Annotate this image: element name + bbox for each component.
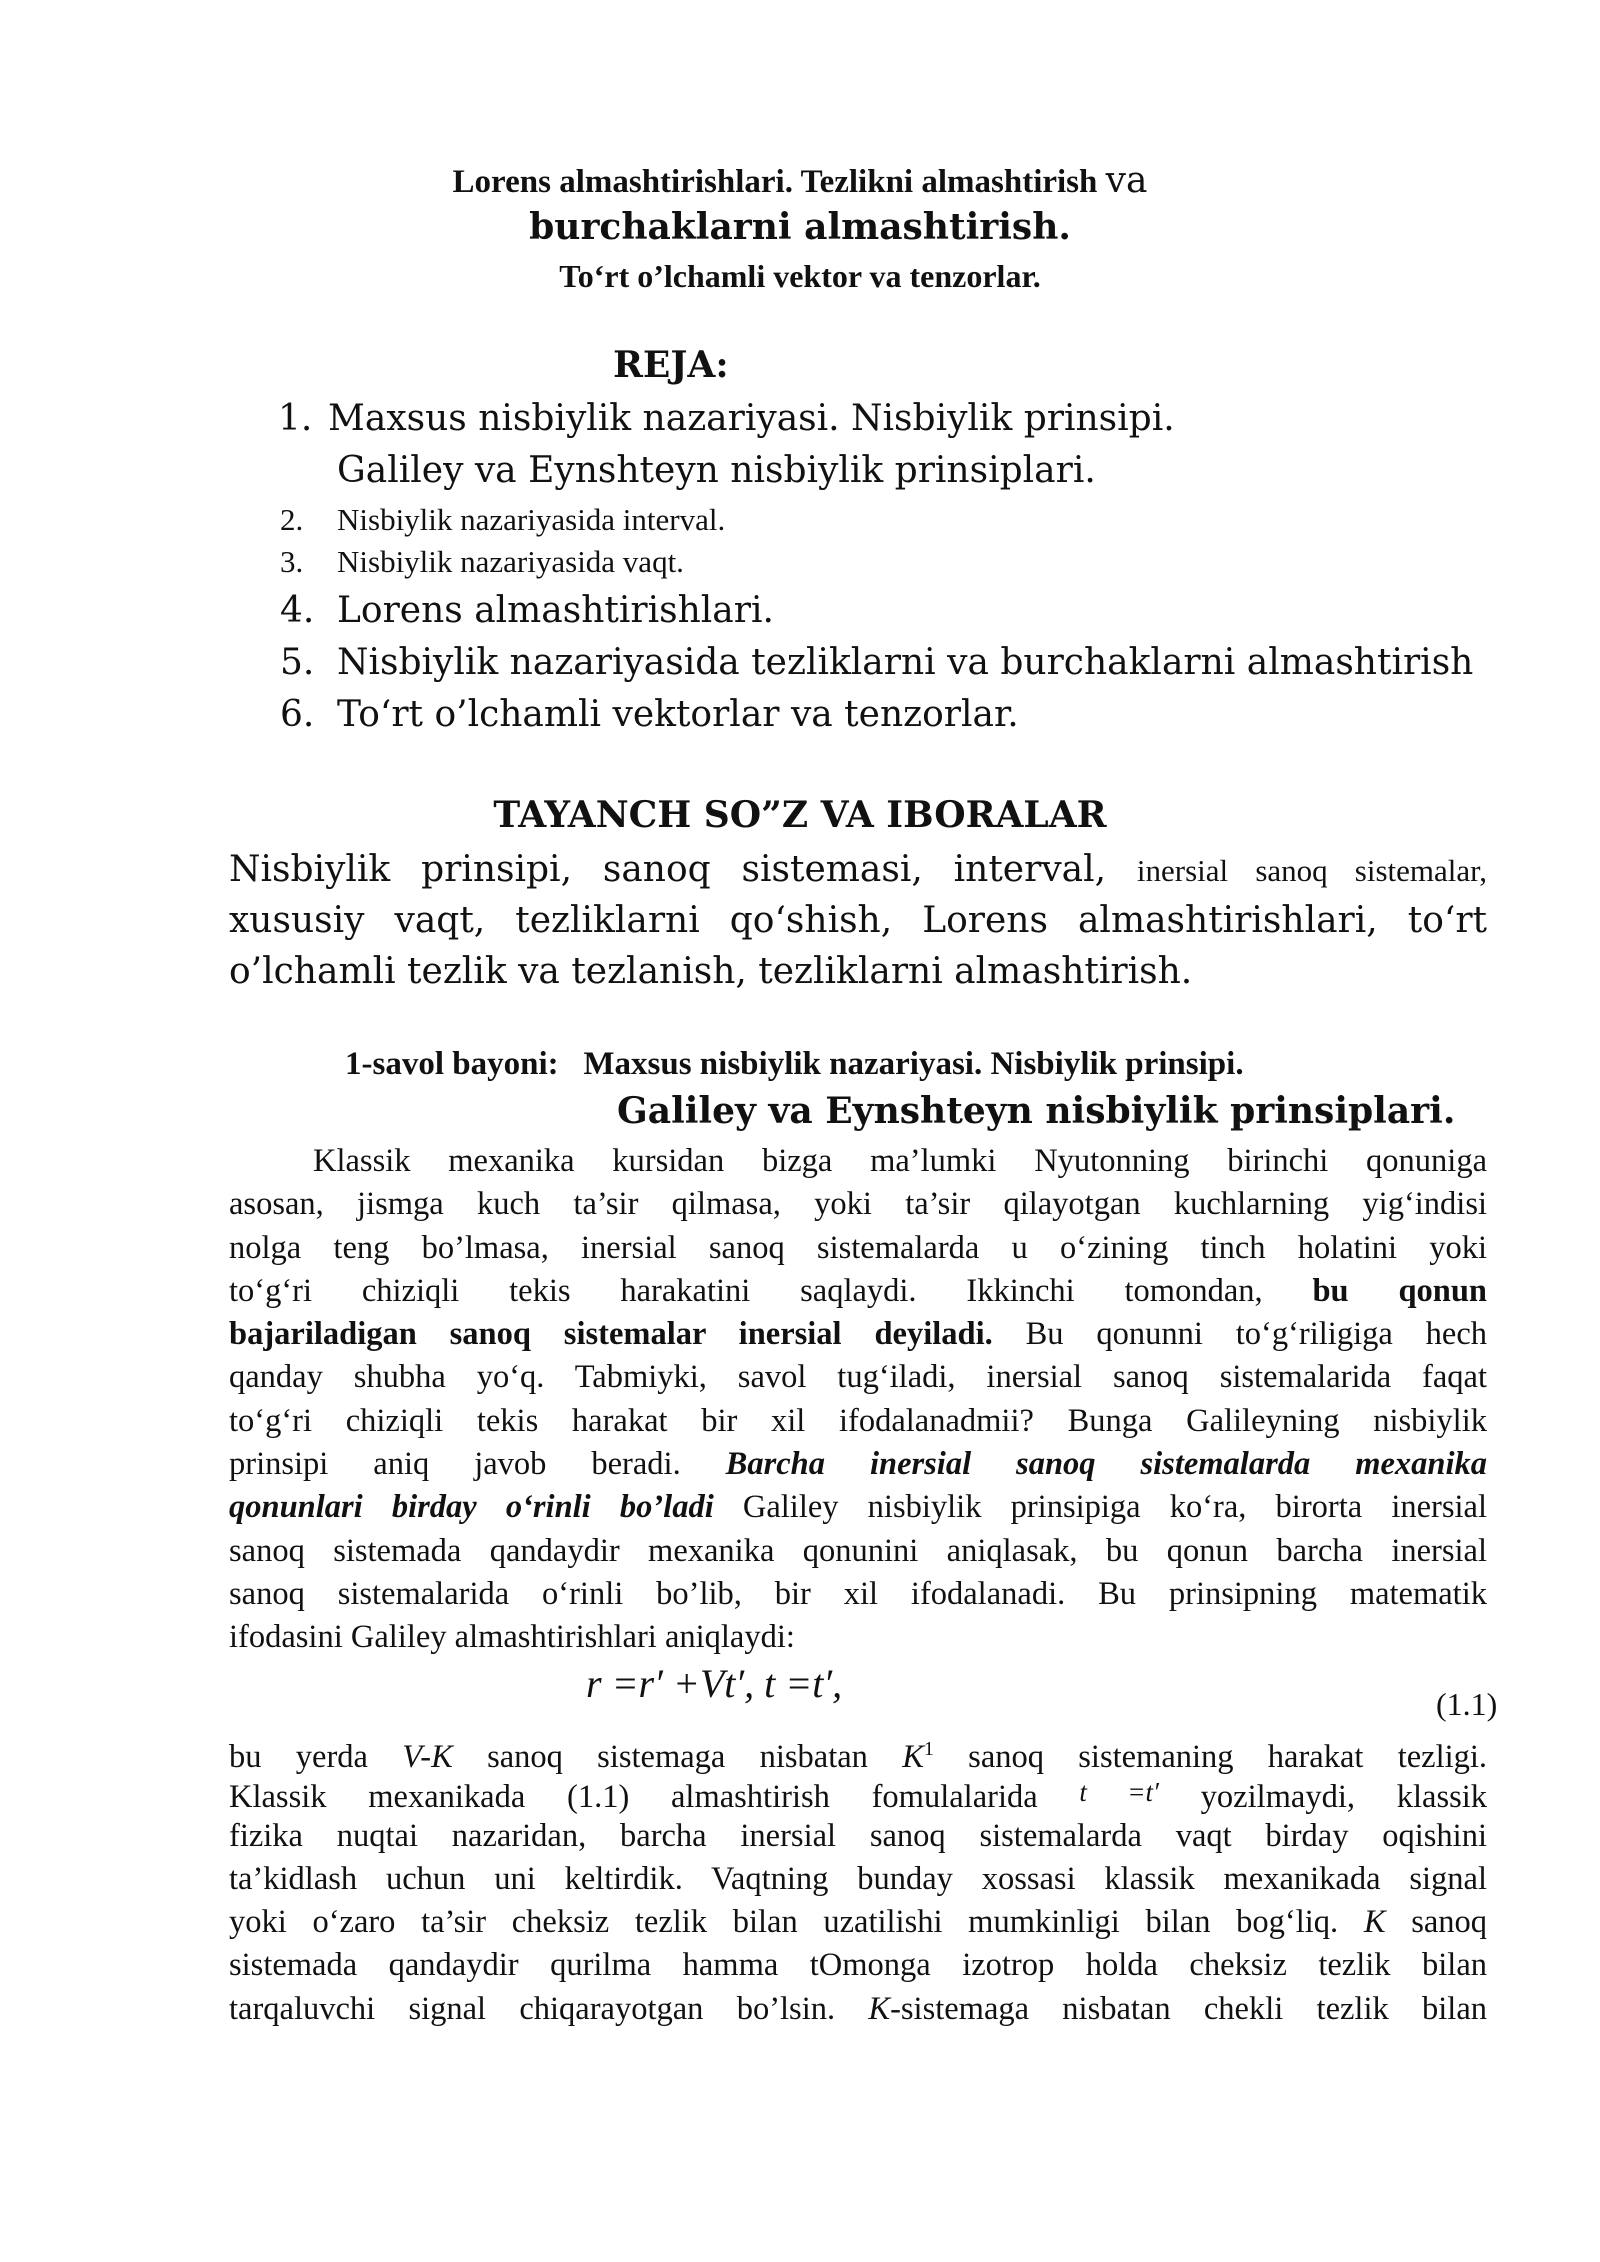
body-line: Klassik mexanikada (1.1) almashtirish fomulalarida t =t′ yozilmaydi, klassik (229, 1777, 1488, 1816)
section-heading (345, 1046, 1244, 1083)
body-line: yoki o‘zaro ta’sir cheksiz tezlik bilan uzatilishi mumkinligi bilan bog‘liq. K sanoq (229, 1904, 1488, 1941)
body-line: ta’kidlash uchun uni keltirdik. Vaqtning bunday xossasi klassik mexanikada signal (229, 1860, 1487, 1897)
plan-heading: REJA: (613, 344, 729, 386)
title-line-2: burchaklarni almashtirish. (529, 206, 1071, 248)
keywords-heading: TAYANCH SO”Z VA IBORALAR (493, 794, 1107, 836)
inline-formula: t =t′ (1079, 1777, 1159, 1808)
plan-item: 6. To‘rt o’lchamli vektorlar va tenzorlar. (280, 694, 1019, 735)
body-line: sistemada qandaydir qurilma hamma tOmonga izotrop holda cheksiz tezlik bilan (229, 1947, 1487, 1984)
title-line-3: To‘rt o’lchamli vektor va tenzorlar. (559, 258, 1041, 294)
body-paragraph-2 (229, 1728, 1487, 2031)
body-line: asosan, jismga kuch ta’sir qilmasa, yoki ta’sir qilayotgan kuchlarning yig‘indisi (229, 1186, 1487, 1223)
plan-item: 2. Nisbiylik nazariyasida interval. (280, 502, 726, 537)
plan-item: Galiley va Eynshteyn nisbiylik prinsiplari. (337, 450, 1096, 491)
body-line: nolga teng bo’lmasa, inersial sanoq sistemalarda u o‘zining tinch holatini yoki (229, 1229, 1487, 1266)
plan-item: 3. Nisbiylik nazariyasida vaqt. (280, 544, 684, 579)
keywords-line: Nisbiylik prinsipi, sanoq sistemasi, interval, inersial sanoq sistemalar, (229, 849, 1487, 890)
body-line: qanday shubha yo‘q. Tabmiyki, savol tug‘iladi, inersial sanoq sistemalarida faqat (229, 1359, 1487, 1396)
equation-number: (1.1) (1436, 1686, 1498, 1722)
keywords-line: xususiy vaqt, tezliklarni qo‘shish, Lorens almashtirishlari, to‘rt (229, 900, 1487, 941)
body-line: to‘g‘ri chiziqli tekis harakatini saqlaydi. Ikkinchi tomondan, bu qonun (229, 1272, 1487, 1309)
title-line-1 (0, 160, 1600, 201)
body-line: to‘g‘ri chiziqli tekis harakat bir xil ifodalanadmii? Bunga Galileyning nisbiylik (229, 1402, 1487, 1439)
body-line: fizika nuqtai nazaridan, barcha inersial sanoq sistemalarda vaqt birday oqishini (229, 1817, 1487, 1854)
body-line: qonunlari birday o‘rinli bo’ladi Galiley nisbiylik prinsipiga ko‘ra, birorta inersial (229, 1489, 1487, 1526)
body-line: tarqaluvchi signal chiqarayotgan bo’lsin. K-sistemaga nisbatan chekli tezlik bilan (229, 1990, 1487, 2027)
section-label: 1-savol bayoni: (345, 1046, 559, 1082)
body-line: Klassik mexanika kursidan bizga ma’lumki Nyutonning birinchi qonuniga (313, 1143, 1487, 1179)
title-line-1-va: va (1105, 160, 1148, 201)
section-title-b: Galiley va Eynshteyn nisbiylik prinsiplari. (617, 1090, 1456, 1132)
section-title-a: Maxsus nisbiylik nazariyasi. Nisbiylik prinsipi. (583, 1046, 1244, 1082)
title-line-1-text: Lorens almashtirishlari. Tezlikni almashtirish (452, 164, 1106, 200)
body-line: prinsipi aniq javob beradi. Barcha inersial sanoq sistemalarda mexanika (229, 1446, 1488, 1483)
body-line: bajariladigan sanoq sistemalar inersial deyiladi. Bu qonunni to‘g‘riligiga hech (229, 1316, 1487, 1353)
body-paragraph-1 (229, 1140, 1487, 1660)
body-line: sanoq sistemalarida o‘rinli bo’lib, bir xil ifodalanadi. Bu prinsipning matematik (229, 1575, 1487, 1612)
plan-item: 1. Maxsus nisbiylik nazariyasi. Nisbiylik prinsipi. (278, 398, 1175, 439)
keywords-paragraph (229, 844, 1487, 997)
body-line: ifodasini Galiley almashtirishlari aniqlaydi: (229, 1619, 795, 1656)
formula-1-1: r =r′ +Vt′, t =t′, (586, 1661, 843, 1706)
plan-item: 4. Lorens almashtirishlari. (280, 590, 774, 631)
keywords-line: o’lchamli tezlik va tezlanish, tezliklarni almashtirish. (229, 951, 1193, 992)
plan-item: 5. Nisbiylik nazariyasida tezliklarni va burchaklarni almashtirish (280, 642, 1474, 683)
body-line: sanoq sistemada qandaydir mexanika qonunini aniqlasak, bu qonun barcha inersial (229, 1532, 1487, 1569)
body-line: bu yerda V-K sanoq sistemaga nisbatan $K^1$ sanoq sistemaning harakat tezligi. (229, 1738, 1488, 1775)
